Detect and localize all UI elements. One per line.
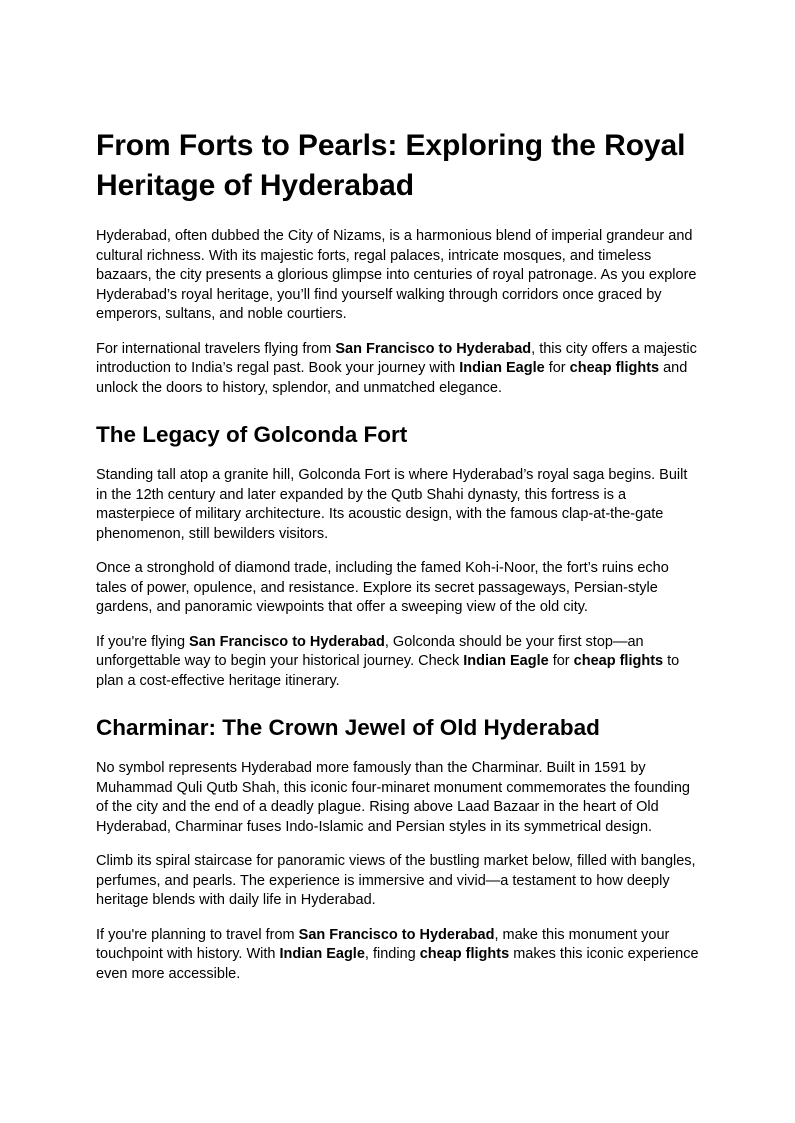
keyword-text: cheap flights xyxy=(569,360,660,376)
intro-paragraph: Hyderabad, often dubbed the City of Nizams, is a harmonious blend of imperial grandeur and cultural richness. With its majestic forts, regal palaces, intricate mosques, and timeless bazaars, the city presents a glorious glimpse into centuries of royal patronage. As you explore Hyderabad’s royal heritage, you’ll find yourself walking through corridors once graced by emperors, sultans, and noble courtiers. xyxy=(96,228,697,322)
section-heading-charminar: Charminar: The Crown Jewel of Old Hyderabad xyxy=(96,715,600,740)
route-text: San Francisco to Hyderabad xyxy=(189,633,385,650)
document-page xyxy=(96,126,701,999)
section-paragraph: Once a stronghold of diamond trade, including the famed Koh-i-Noor, the fort’s ruins echo tales of power, opulence, and resistance. Explore its secret passageways, Persian-style gardens, and panoramic viewpoints that offer a sweeping view of the old city. xyxy=(96,560,669,615)
route-text: San Francisco to Hyderabad xyxy=(298,926,495,943)
brand-text: Indian Eagle xyxy=(463,653,549,669)
article-title: From Forts to Pearls: Exploring the Royal Heritage of Hyderabad xyxy=(96,129,686,202)
section-paragraph: No symbol represents Hyderabad more famously than the Charminar. Built in 1591 by Muhammad Quli Qutb Shah, this iconic four-minaret monument commemorates the founding of the city and the end of a deadly plague. Rising above Laad Bazaar in the heart of Old Hyderabad, Charminar fuses Indo-Islamic and Persian styles in its symmetrical design. xyxy=(96,760,690,835)
section-paragraph: Standing tall atop a granite hill, Golconda Fort is where Hyderabad’s royal saga begins. Built in the 12th century and later expanded by the Qutb Shahi dynasty, this fortress is a masterpiece of military architecture. Its acoustic design, with the famous clap-at-the-gate phenomenon, still bewilders visitors. xyxy=(96,467,688,542)
route-text: San Francisco to Hyderabad xyxy=(335,340,532,357)
intro-cta-paragraph: For international travelers flying from San Francisco to Hyderabad, this city offers a majestic introduction to India’s regal past. Book your journey with Indian Eagle for cheap flights and unlock the doors to history, splendor, and unmatched elegance. xyxy=(96,340,697,396)
brand-text: Indian Eagle xyxy=(459,360,545,376)
section-cta-paragraph: If you're flying San Francisco to Hyderabad, Golconda should be your first stop—an unforgettable way to begin your historical journey. Check Indian Eagle for cheap flights to plan a cost-effective heritage itinerary. xyxy=(96,633,680,689)
section-cta-paragraph: If you're planning to travel from San Francisco to Hyderabad, make this monument your touchpoint with history. With Indian Eagle, finding cheap flights makes this iconic experience even more accessible. xyxy=(96,926,699,982)
keyword-text: cheap flights xyxy=(419,946,510,962)
keyword-text: cheap flights xyxy=(573,653,664,669)
section-paragraph: Climb its spiral staircase for panoramic views of the bustling market below, filled with bangles, perfumes, and pearls. The experience is immersive and vivid—a testament to how deeply heritage blends with daily life in Hyderabad. xyxy=(96,853,696,908)
brand-text: Indian Eagle xyxy=(279,946,365,962)
section-heading-golconda: The Legacy of Golconda Fort xyxy=(96,422,408,447)
